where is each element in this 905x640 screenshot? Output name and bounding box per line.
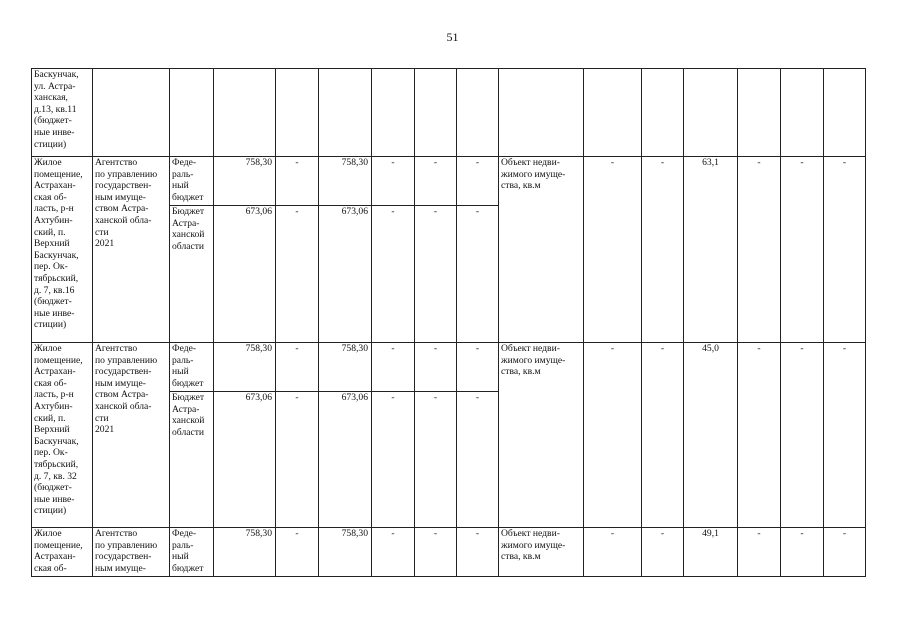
indicator-value: - — [584, 528, 642, 577]
amount-cell: - — [276, 157, 319, 206]
amount-cell: - — [457, 392, 499, 528]
empty-cell — [738, 69, 781, 157]
indicator-value: - — [738, 528, 781, 577]
amount-cell: - — [276, 392, 319, 528]
amount-cell: - — [372, 528, 415, 577]
indicator-value: - — [584, 343, 642, 528]
amount-cell: - — [457, 206, 499, 343]
indicator-value: - — [781, 157, 824, 343]
amount-cell: - — [457, 528, 499, 577]
amount-cell: - — [457, 157, 499, 206]
amount-cell: - — [372, 157, 415, 206]
indicator-cell: Объект недви- жимого имуще- ства, кв.м — [499, 157, 584, 343]
amount-cell: - — [372, 392, 415, 528]
amount-total: 758,30 — [214, 157, 276, 206]
empty-cell — [642, 69, 684, 157]
indicator-value: - — [738, 157, 781, 343]
object-name-cell: Жилое помещение, Астрахан- ская об- ласть, р-н Ахтубин- ский, п. Верхний Баскунчак, пер. Ок- тябрьский, д. 7, кв.16 (бюджет- ные инве- стиции) — [32, 157, 93, 343]
empty-cell — [457, 69, 499, 157]
agency-cell: Агентство по управлению государствен- ным имуще- ством Астра- ханской обла- сти 2021 — [93, 343, 170, 528]
indicator-value: - — [738, 343, 781, 528]
table-row — [32, 528, 866, 577]
indicator-cell: Объект недви- жимого имуще- ства, кв.м — [499, 343, 584, 528]
page-number: 51 — [446, 30, 459, 44]
funding-source-cell: Феде- раль- ный бюджет — [170, 157, 214, 206]
amount-cell: - — [372, 206, 415, 343]
indicator-value: 49,1 — [684, 528, 738, 577]
amount-cell: - — [457, 343, 499, 392]
amount-cell: 673,06 — [319, 206, 372, 343]
empty-cell — [824, 69, 866, 157]
indicator-value: 63,1 — [684, 157, 738, 343]
amount-cell: - — [415, 528, 457, 577]
indicator-value: - — [642, 157, 684, 343]
amount-cell: - — [276, 343, 319, 392]
table-row — [32, 157, 866, 206]
funding-source-cell: Бюджет Астра- ханской области — [170, 206, 214, 343]
amount-cell: 758,30 — [319, 343, 372, 392]
table-row — [32, 69, 866, 157]
funding-source-cell: Бюджет Астра- ханской области — [170, 392, 214, 528]
budget-table — [31, 68, 866, 577]
amount-cell: - — [276, 206, 319, 343]
empty-cell — [214, 69, 276, 157]
amount-cell: 673,06 — [319, 392, 372, 528]
amount-cell: - — [415, 392, 457, 528]
amount-total: 758,30 — [214, 343, 276, 392]
indicator-value: - — [642, 528, 684, 577]
funding-source-cell: Феде- раль- ный бюджет — [170, 528, 214, 577]
empty-cell — [372, 69, 415, 157]
indicator-value: - — [584, 157, 642, 343]
indicator-value: - — [781, 343, 824, 528]
indicator-value: - — [642, 343, 684, 528]
amount-total: 673,06 — [214, 206, 276, 343]
empty-cell — [93, 69, 170, 157]
indicator-value: - — [781, 528, 824, 577]
amount-cell: - — [276, 528, 319, 577]
amount-cell: 758,30 — [319, 528, 372, 577]
object-name-cell: Жилое помещение, Астрахан- ская об- ласть, р-н Ахтубин- ский, п. Верхний Баскунчак, пер. Ок- тябрьский, д. 7, кв. 32 (бюджет- ные инве- стиции) — [32, 343, 93, 528]
indicator-value: 45,0 — [684, 343, 738, 528]
amount-cell: - — [415, 343, 457, 392]
agency-cell: Агентство по управлению государствен- ным имуще- ством Астра- ханской обла- сти 2021 — [93, 157, 170, 343]
indicator-value: - — [824, 157, 866, 343]
indicator-value: - — [824, 528, 866, 577]
empty-cell — [415, 69, 457, 157]
empty-cell — [276, 69, 319, 157]
empty-cell — [319, 69, 372, 157]
empty-cell — [499, 69, 584, 157]
empty-cell — [584, 69, 642, 157]
amount-cell: - — [372, 343, 415, 392]
amount-total: 673,06 — [214, 392, 276, 528]
amount-cell: - — [415, 206, 457, 343]
funding-source-cell: Феде- раль- ный бюджет — [170, 343, 214, 392]
table-row — [32, 343, 866, 392]
object-name-cell: Баскунчак, ул. Астра- ханская, д.13, кв.11 (бюджет- ные инве- стиции) — [32, 69, 93, 157]
indicator-cell: Объект недви- жимого имуще- ства, кв.м — [499, 528, 584, 577]
amount-cell: 758,30 — [319, 157, 372, 206]
empty-cell — [684, 69, 738, 157]
empty-cell — [781, 69, 824, 157]
empty-cell — [170, 69, 214, 157]
object-name-cell: Жилое помещение, Астрахан- ская об- — [32, 528, 93, 577]
amount-cell: - — [415, 157, 457, 206]
indicator-value: - — [824, 343, 866, 528]
agency-cell: Агентство по управлению государствен- ным имуще- — [93, 528, 170, 577]
amount-total: 758,30 — [214, 528, 276, 577]
